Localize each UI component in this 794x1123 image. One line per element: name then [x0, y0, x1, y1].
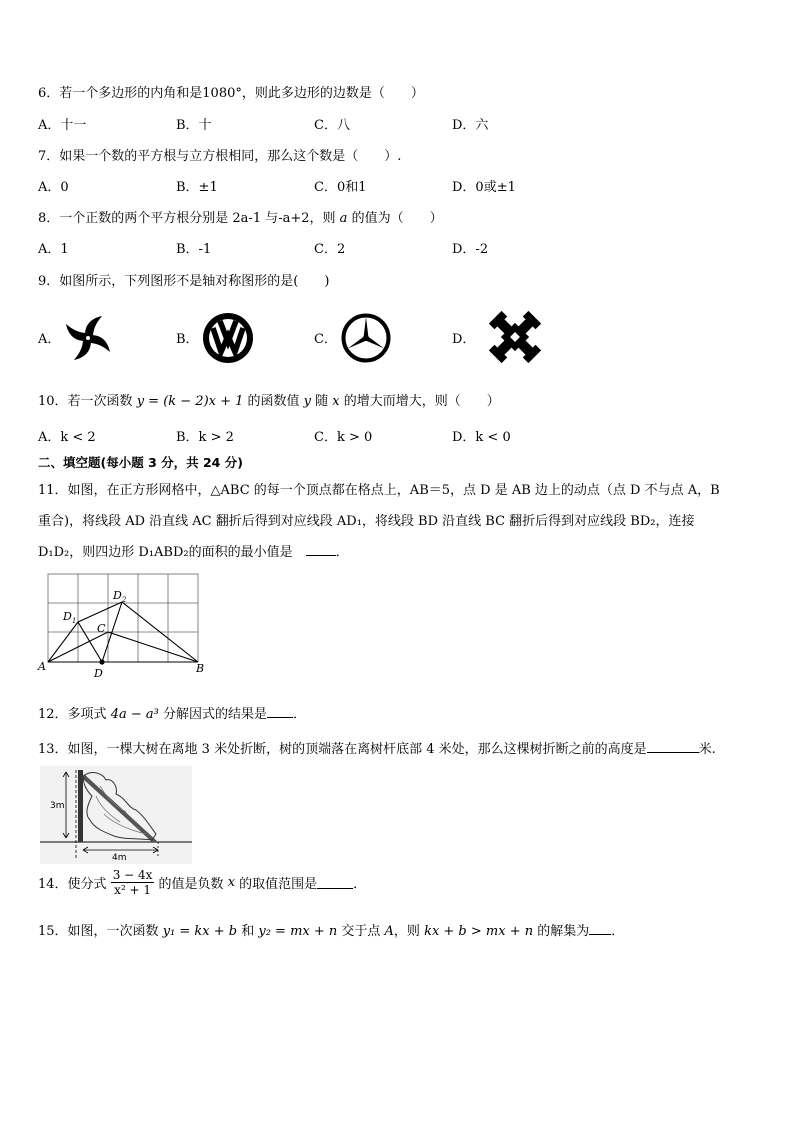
question-14-stem: 14．使分式 $\frac{3 - 4x}{\text{x² + 1}}$ 的值是负数 x 的取值范围是 ． [38, 868, 367, 897]
q7-option-a[interactable]: A．0 [38, 180, 69, 195]
q10-option-a[interactable]: A．k < 2 [38, 430, 96, 445]
q15-answer-blank[interactable] [589, 922, 611, 935]
vw-logo-icon [202, 312, 254, 364]
q8-option-b[interactable]: B．-1 [176, 242, 212, 257]
q11-label-c: C [97, 622, 106, 635]
question-6-stem: 6．若一个多边形的内角和是1080°，则此多边形的边数是（ ） [38, 86, 424, 101]
question-12-stem: 12．多项式 4a − a³ 分解因式的结果是 ． [38, 707, 306, 722]
q11-label-a: A [38, 660, 46, 673]
q7-option-d[interactable]: D．0或±1 [452, 180, 516, 195]
q13-broken-tree-figure [40, 766, 192, 864]
q7-option-b[interactable]: B．±1 [176, 180, 218, 195]
section-fill-in-heading: 二、填空题(每小题 3 分，共 24 分) [38, 455, 243, 470]
q13-answer-blank[interactable] [647, 740, 699, 753]
q11-label-b: B [196, 662, 205, 675]
q8-option-c[interactable]: C．2 [314, 242, 346, 257]
q9-option-b-label[interactable]: B． [176, 332, 199, 347]
question-10-stem: 10．若一次函数 y = (k − 2)x + 1 的函数值 y 随 x 的增大而增大，则（ ） [38, 394, 500, 409]
pinwheel-icon [62, 312, 114, 364]
q10-option-b[interactable]: B．k > 2 [176, 430, 234, 445]
q12-formula: 4a − a³ [110, 707, 159, 722]
q11-label-d2: $D_2$ [113, 589, 127, 604]
q13-label-width: 4m [112, 853, 127, 863]
q8-option-a[interactable]: A．1 [38, 242, 69, 257]
q9-option-c-label[interactable]: C． [314, 332, 337, 347]
q9-option-d-label[interactable]: D． [452, 332, 476, 347]
q12-answer-blank[interactable] [267, 705, 293, 718]
q10-option-c[interactable]: C．k > 0 [314, 430, 373, 445]
question-7-stem: 7．如果一个数的平方根与立方根相同，那么这个数是（ ）. [38, 149, 402, 164]
q11-answer-blank[interactable] [306, 543, 336, 556]
q9-option-a-label[interactable]: A． [38, 332, 61, 347]
question-11-line1: 11．如图，在正方形网格中，△ABC 的每一个顶点都在格点上，AB＝5，点 D 是 AB 边上的动点（点 D 不与点 A，B [38, 483, 720, 498]
q13-label-height: 3m [50, 801, 65, 811]
question-11-line3: D₁D₂，则四边形 D₁ABD₂的面积的最小值是 ． [38, 545, 349, 560]
q6-option-c[interactable]: C．八 [314, 118, 350, 133]
question-13-stem: 13．如图，一棵大树在离地 3 米处折断，树的顶端落在离树杆底部 4 米处，那么这棵树折断之前的高度是 米. [38, 742, 716, 757]
q11-label-d: D [94, 667, 103, 680]
question-11-line2: 重合)，将线段 AD 沿直线 AC 翻折后得到对应线段 AD₁，将线段 BD 沿直线 BC 翻折后得到对应线段 BD₂，连接 [38, 514, 695, 529]
q8-option-d[interactable]: D．-2 [452, 242, 489, 257]
q6-option-a[interactable]: A．十一 [38, 118, 87, 133]
q7-option-c[interactable]: C．0和1 [314, 180, 367, 195]
diamond-cross-icon [480, 302, 550, 372]
q11-label-d1: $D_1$ [63, 610, 77, 625]
question-15-stem: 15．如图，一次函数 y₁ = kx + b 和 y₂ = mx + n 交于点 A，则 kx + b > mx + n 的解集为 ． [38, 924, 625, 939]
q6-option-d[interactable]: D．六 [452, 118, 489, 133]
question-8-stem: 8．一个正数的两个平方根分别是 2a-1 与-a+2，则 a 的值为（ ） [38, 211, 443, 226]
q14-answer-blank[interactable] [317, 876, 353, 889]
mercedes-star-icon [340, 312, 392, 364]
q14-fraction: $\frac{3 - 4x}{\text{x² + 1}}$ [112, 868, 153, 897]
q11-grid-figure [36, 570, 216, 682]
question-9-stem: 9．如图所示，下列图形不是轴对称图形的是( ) [38, 274, 330, 289]
q6-option-b[interactable]: B．十 [176, 118, 212, 133]
q10-option-d[interactable]: D．k < 0 [452, 430, 511, 445]
q10-formula: y = (k − 2)x + 1 [136, 394, 244, 409]
